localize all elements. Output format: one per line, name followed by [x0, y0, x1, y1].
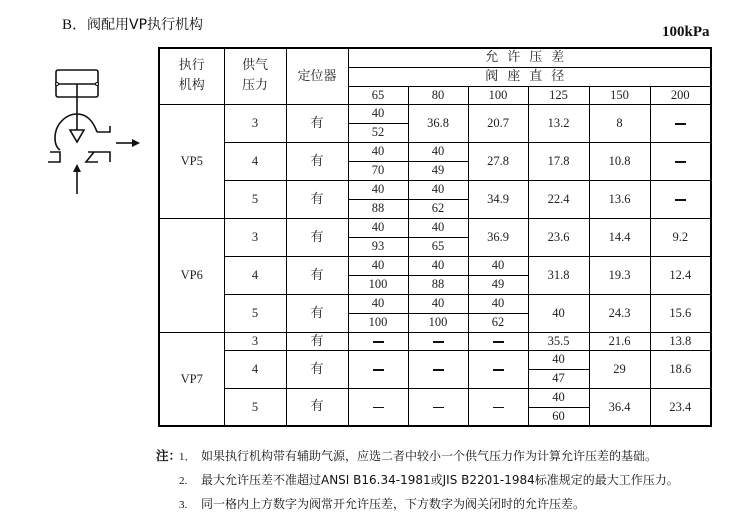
- allowable-dp-closed: 100: [408, 313, 468, 332]
- header-diameter-125: 125: [528, 86, 589, 104]
- allowable-dp: 36.8: [408, 104, 468, 142]
- note-number: 3.: [179, 499, 188, 511]
- header-diameter-80: 80: [408, 86, 468, 104]
- positioner: 有: [286, 332, 348, 350]
- header-diameter-200: 200: [650, 86, 711, 104]
- allowable-dp: 13.8: [650, 332, 711, 350]
- allowable-dp: 23.6: [528, 218, 589, 256]
- allowable-dp-closed: 49: [408, 161, 468, 180]
- allowable-dp: 22.4: [528, 180, 589, 218]
- allowable-dp: 19.3: [589, 256, 650, 294]
- note-1: [156, 447, 679, 471]
- allowable-dp-closed: 100: [348, 275, 408, 294]
- positioner: 有: [286, 294, 348, 332]
- note-number: 2.: [179, 475, 188, 487]
- dash-icon: [493, 407, 504, 409]
- allowable-dp-open: 40: [528, 350, 589, 369]
- not-applicable: [650, 142, 711, 180]
- allowable-dp: 10.8: [589, 142, 650, 180]
- allowable-dp-closed: 88: [408, 275, 468, 294]
- not-applicable: [468, 388, 528, 426]
- notes-label: 注：: [156, 448, 182, 463]
- header-positioner: 定位器: [286, 48, 348, 104]
- positioner: 有: [286, 104, 348, 142]
- allowable-dp-open: 40: [348, 256, 408, 275]
- allowable-dp: 12.4: [650, 256, 711, 294]
- not-applicable: [650, 180, 711, 218]
- allowable-dp: 27.8: [468, 142, 528, 180]
- allowable-dp: 34.9: [468, 180, 528, 218]
- supply-pressure: 4: [224, 256, 286, 294]
- note-3: [156, 495, 679, 519]
- header-diameter-65: 65: [348, 86, 408, 104]
- actuator-model: VP7: [159, 332, 224, 426]
- dash-icon: [433, 341, 444, 343]
- positioner: 有: [286, 256, 348, 294]
- allowable-dp-open: 40: [348, 218, 408, 237]
- not-applicable: [408, 388, 468, 426]
- supply-pressure: 3: [224, 332, 286, 350]
- allowable-dp-open: 40: [408, 256, 468, 275]
- header-supply-pressure: 供气 压力: [224, 48, 286, 104]
- allowable-dp-closed: 60: [528, 407, 589, 426]
- allowable-dp: 35.5: [528, 332, 589, 350]
- allowable-dp-open: 40: [408, 294, 468, 313]
- not-applicable: [408, 332, 468, 350]
- not-applicable: [348, 388, 408, 426]
- header-allowable-dp: 允许压差: [348, 48, 711, 67]
- section-prefix: B．: [62, 17, 88, 33]
- not-applicable: [348, 350, 408, 388]
- allowable-dp: 36.9: [468, 218, 528, 256]
- supply-pressure: 5: [224, 388, 286, 426]
- allowable-dp: 40: [528, 294, 589, 332]
- allowable-dp-closed: 100: [348, 313, 408, 332]
- allowable-dp-open: 40: [468, 294, 528, 313]
- dash-icon: [373, 407, 384, 409]
- supply-pressure: 4: [224, 350, 286, 388]
- allowable-dp-closed: 88: [348, 199, 408, 218]
- positioner: 有: [286, 218, 348, 256]
- supply-pressure: 4: [224, 142, 286, 180]
- allowable-dp-open: 40: [468, 256, 528, 275]
- allowable-dp: 29: [589, 350, 650, 388]
- positioner: 有: [286, 142, 348, 180]
- allowable-dp: 13.2: [528, 104, 589, 142]
- allowable-dp: 8: [589, 104, 650, 142]
- allowable-dp-open: 40: [348, 104, 408, 123]
- allowable-dp: 15.6: [650, 294, 711, 332]
- dash-icon: [373, 369, 384, 371]
- allowable-dp-open: 40: [408, 142, 468, 161]
- allowable-dp-open: 40: [348, 180, 408, 199]
- allowable-dp: 18.6: [650, 350, 711, 388]
- allowable-dp-closed: 62: [468, 313, 528, 332]
- allowable-dp-closed: 65: [408, 237, 468, 256]
- allowable-dp: 31.8: [528, 256, 589, 294]
- header-seat-diameter: 阀座直径: [348, 67, 711, 86]
- allowable-dp-closed: 52: [348, 123, 408, 142]
- allowable-dp-open: 40: [528, 388, 589, 407]
- allowable-dp: 21.6: [589, 332, 650, 350]
- allowable-dp-open: 40: [348, 294, 408, 313]
- header-diameter-100: 100: [468, 86, 528, 104]
- allowable-dp: 36.4: [589, 388, 650, 426]
- header-diameter-150: 150: [589, 86, 650, 104]
- valve-actuator-diagram-icon: [40, 66, 150, 206]
- dash-icon: [373, 341, 384, 343]
- not-applicable: [348, 332, 408, 350]
- note-text: 同一格内上方数字为阀常开允许压差，下方数字为阀关闭时的允许压差。: [201, 497, 586, 511]
- supply-pressure: 5: [224, 294, 286, 332]
- note-2: [156, 471, 679, 495]
- unit-label: 100kPa: [662, 24, 710, 40]
- allowable-dp-open: 40: [408, 218, 468, 237]
- dash-icon: [675, 161, 686, 163]
- allowable-dp-closed: 93: [348, 237, 408, 256]
- allowable-dp: 23.4: [650, 388, 711, 426]
- note-text: 最大允许压差不准超过ANSI B16.34-1981或JIS B2201-1984标准规定的最大工作压力。: [201, 473, 679, 487]
- dash-icon: [493, 369, 504, 371]
- not-applicable: [650, 104, 711, 142]
- allowable-dp-open: 40: [408, 180, 468, 199]
- dash-icon: [675, 199, 686, 201]
- not-applicable: [468, 350, 528, 388]
- allowable-dp: 17.8: [528, 142, 589, 180]
- positioner: 有: [286, 350, 348, 388]
- notes-section: [156, 447, 679, 519]
- section-title: [62, 13, 203, 34]
- allowable-pressure-table: [158, 47, 712, 427]
- allowable-dp: 14.4: [589, 218, 650, 256]
- header-actuator: 执行 机构: [159, 48, 224, 104]
- allowable-dp: 13.6: [589, 180, 650, 218]
- not-applicable: [408, 350, 468, 388]
- note-text: 如果执行机构带有辅助气源，应选二者中较小一个供气压力作为计算允许压差的基础。: [201, 449, 658, 463]
- allowable-dp-closed: 49: [468, 275, 528, 294]
- positioner: 有: [286, 180, 348, 218]
- allowable-dp: 20.7: [468, 104, 528, 142]
- dash-icon: [433, 407, 444, 409]
- section-title-text: 阀配用VP执行机构: [87, 17, 204, 33]
- allowable-dp-closed: 47: [528, 369, 589, 388]
- allowable-dp-closed: 62: [408, 199, 468, 218]
- dash-icon: [493, 341, 504, 343]
- dash-icon: [433, 369, 444, 371]
- supply-pressure: 3: [224, 104, 286, 142]
- actuator-model: VP5: [159, 104, 224, 218]
- supply-pressure: 5: [224, 180, 286, 218]
- not-applicable: [468, 332, 528, 350]
- allowable-dp: 24.3: [589, 294, 650, 332]
- positioner: 有: [286, 388, 348, 426]
- allowable-dp-open: 40: [348, 142, 408, 161]
- allowable-dp: 9.2: [650, 218, 711, 256]
- note-number: 1．: [179, 451, 196, 463]
- dash-icon: [675, 123, 686, 125]
- actuator-model: VP6: [159, 218, 224, 332]
- supply-pressure: 3: [224, 218, 286, 256]
- allowable-dp-closed: 70: [348, 161, 408, 180]
